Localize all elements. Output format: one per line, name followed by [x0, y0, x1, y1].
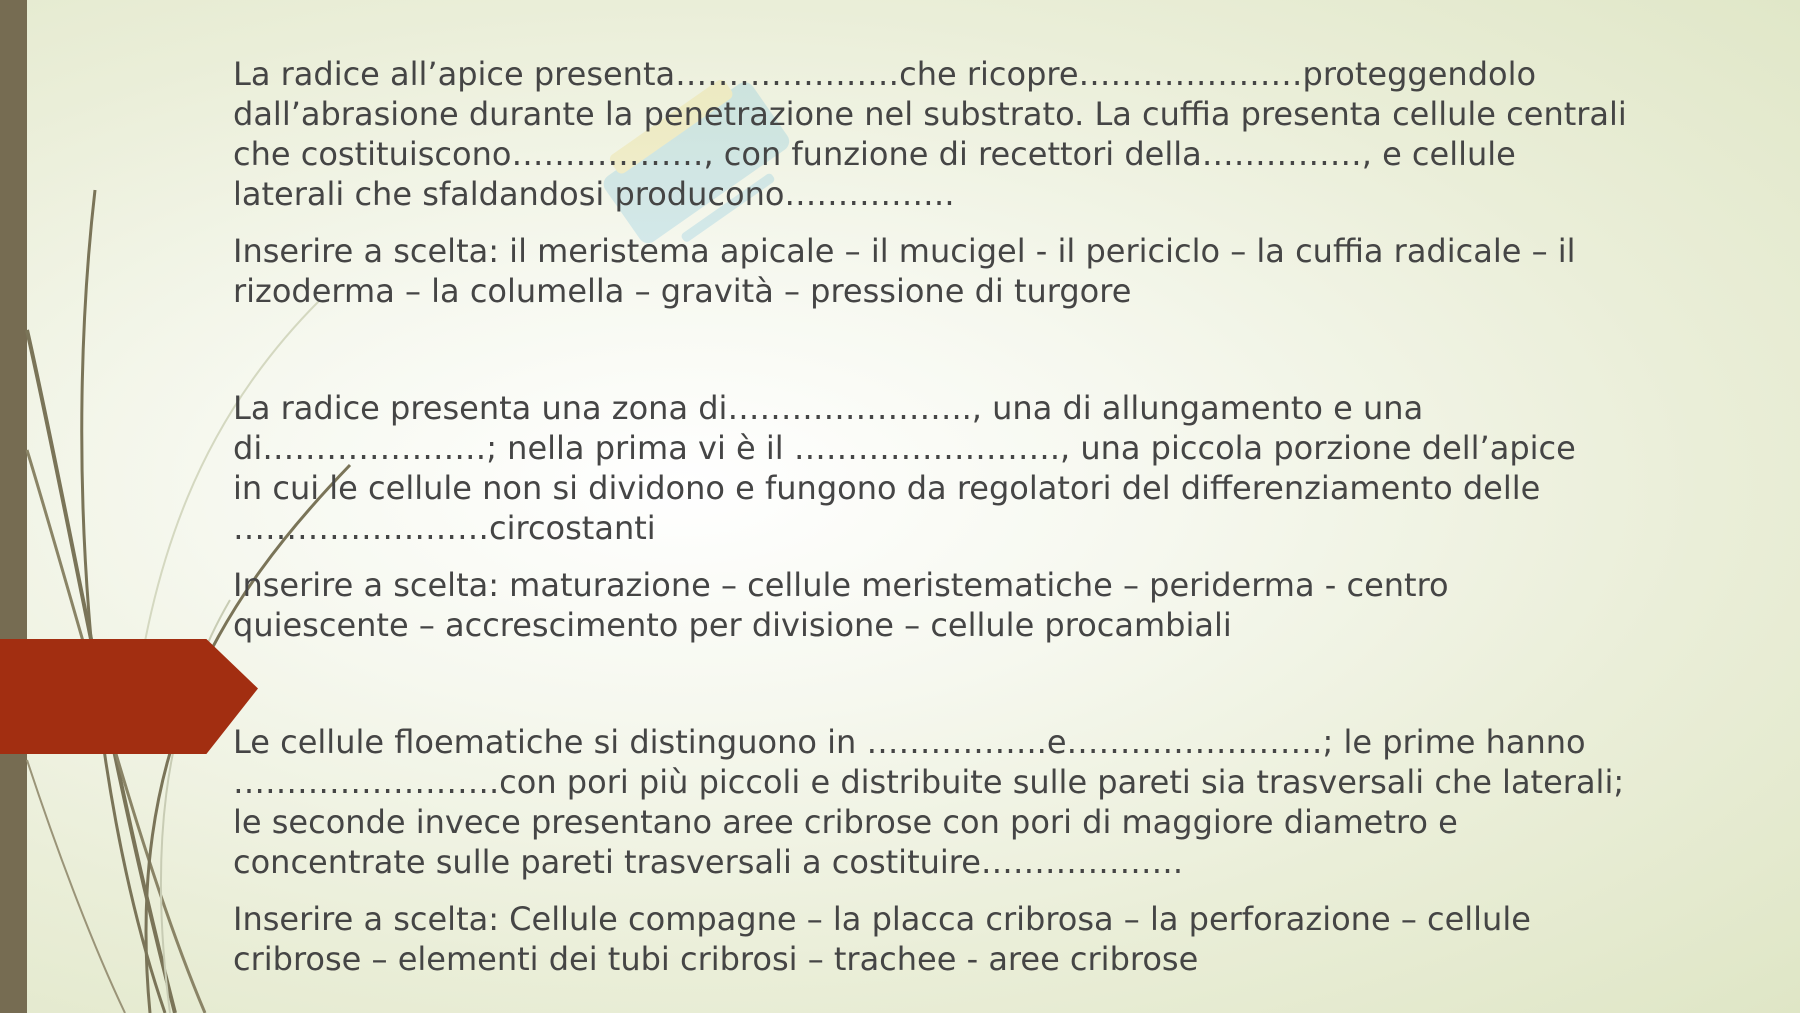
question-2-options: Inserire a scelta: maturazione – cellule meristematiche – periderma - centro quiescente – accrescimento per divisione – cellule procambiali	[233, 566, 1449, 644]
question-1-text: La radice all’apice presenta…………………che ricopre…………………proteggendolo dall’abrasione durante la penetrazione nel substrato. La cuffia presenta cellule centrali che costituiscono………………, con funzione di recettori della……………, e cellule laterali che sfaldandosi producono…………….	[233, 55, 1627, 213]
question-2-text: La radice presenta una zona di………………….., una di allungamento e una di…………………; nella prima vi è il ……………………., una piccola porzione dell’apice in cui le cellule non si dividono e fungono da regolatori del differenziamento delle ……………………circostanti	[233, 389, 1576, 547]
slide-content	[233, 54, 1703, 979]
question-3-options: Inserire a scelta: Cellule compagne – la placca cribrosa – la perforazione – cellule cribrose – elementi dei tubi cribrosi – trachee - aree cribrose	[233, 900, 1531, 978]
question-1-options: Inserire a scelta: il meristema apicale – il mucigel - il periciclo – la cuffia radicale – il rizoderma – la columella – gravità – pressione di turgore	[233, 232, 1576, 310]
red-arrow-shape	[0, 639, 258, 754]
question-3-text: Le cellule floematiche si distinguono in ……………..e……………………; le prime hanno …………………….con pori più piccoli e distribuite sulle pareti sia trasversali che laterali; le seconde invece presentano aree cribrose con pori di maggiore diametro e concentrate sulle pareti trasversali a costituire……………….	[233, 723, 1625, 881]
